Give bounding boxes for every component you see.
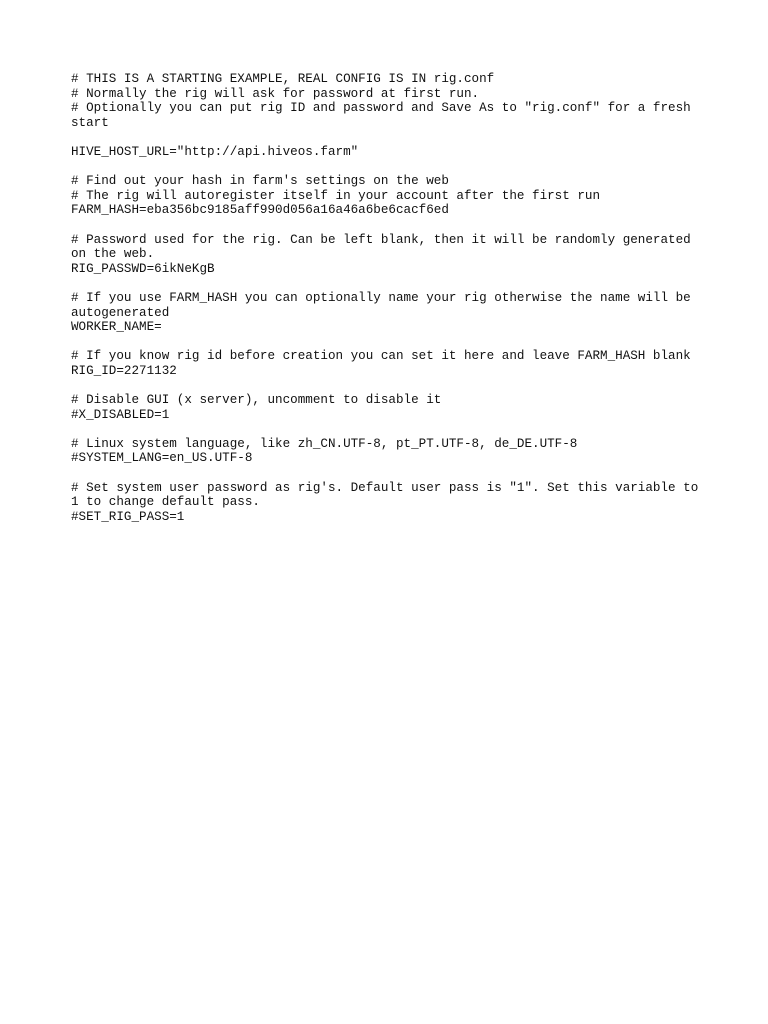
rig-id-block [71,349,701,378]
comment-line: # Optionally you can put rig ID and password and Save As to "rig.conf" for a fresh start [71,101,699,130]
system-lang-block [71,437,701,466]
rig-id-setting: RIG_ID=2271132 [71,363,177,378]
farm-hash-setting: FARM_HASH=eba356bc9185aff990d056a16a46a6be6cacf6ed [71,203,449,218]
x-disabled-block [71,393,701,422]
rig-password-block [71,233,701,277]
header-comments [71,72,701,130]
worker-name-setting: WORKER_NAME= [71,320,162,335]
system-lang-setting: #SYSTEM_LANG=en_US.UTF-8 [71,451,253,466]
hive-host-block [71,145,701,160]
x-disabled-setting: #X_DISABLED=1 [71,407,170,422]
comment-line: # If you know rig id before creation you can set it here and leave FARM_HASH blank [71,349,691,364]
comment-line: # If you use FARM_HASH you can optionally name your rig otherwise the name will be autogenerated [71,290,699,320]
farm-hash-block [71,174,701,218]
comment-line: # Password used for the rig. Can be left blank, then it will be randomly generated on the web. [71,232,699,262]
hive-host-url-setting: HIVE_HOST_URL="http://api.hiveos.farm" [71,144,359,159]
comment-line: # Linux system language, like zh_CN.UTF-8, pt_PT.UTF-8, de_DE.UTF-8 [71,436,578,451]
comment-line: # Normally the rig will ask for password at first run. [71,86,480,101]
comment-line: # Find out your hash in farm's settings on the web [71,174,449,189]
comment-line: # Set system user password as rig's. Default user pass is "1". Set this variable to 1 to change default pass. [71,480,706,510]
worker-name-block [71,291,701,335]
comment-line: # THIS IS A STARTING EXAMPLE, REAL CONFIG IS IN rig.conf [71,72,495,86]
set-rig-pass-block [71,480,706,525]
rig-passwd-setting: RIG_PASSWD=6ikNeKgB [71,261,215,276]
config-text [71,72,706,539]
comment-line: # Disable GUI (x server), uncomment to disable it [71,393,442,408]
comment-line: # The rig will autoregister itself in your account after the first run [71,188,601,203]
set-rig-pass-setting: #SET_RIG_PASS=1 [71,509,185,524]
